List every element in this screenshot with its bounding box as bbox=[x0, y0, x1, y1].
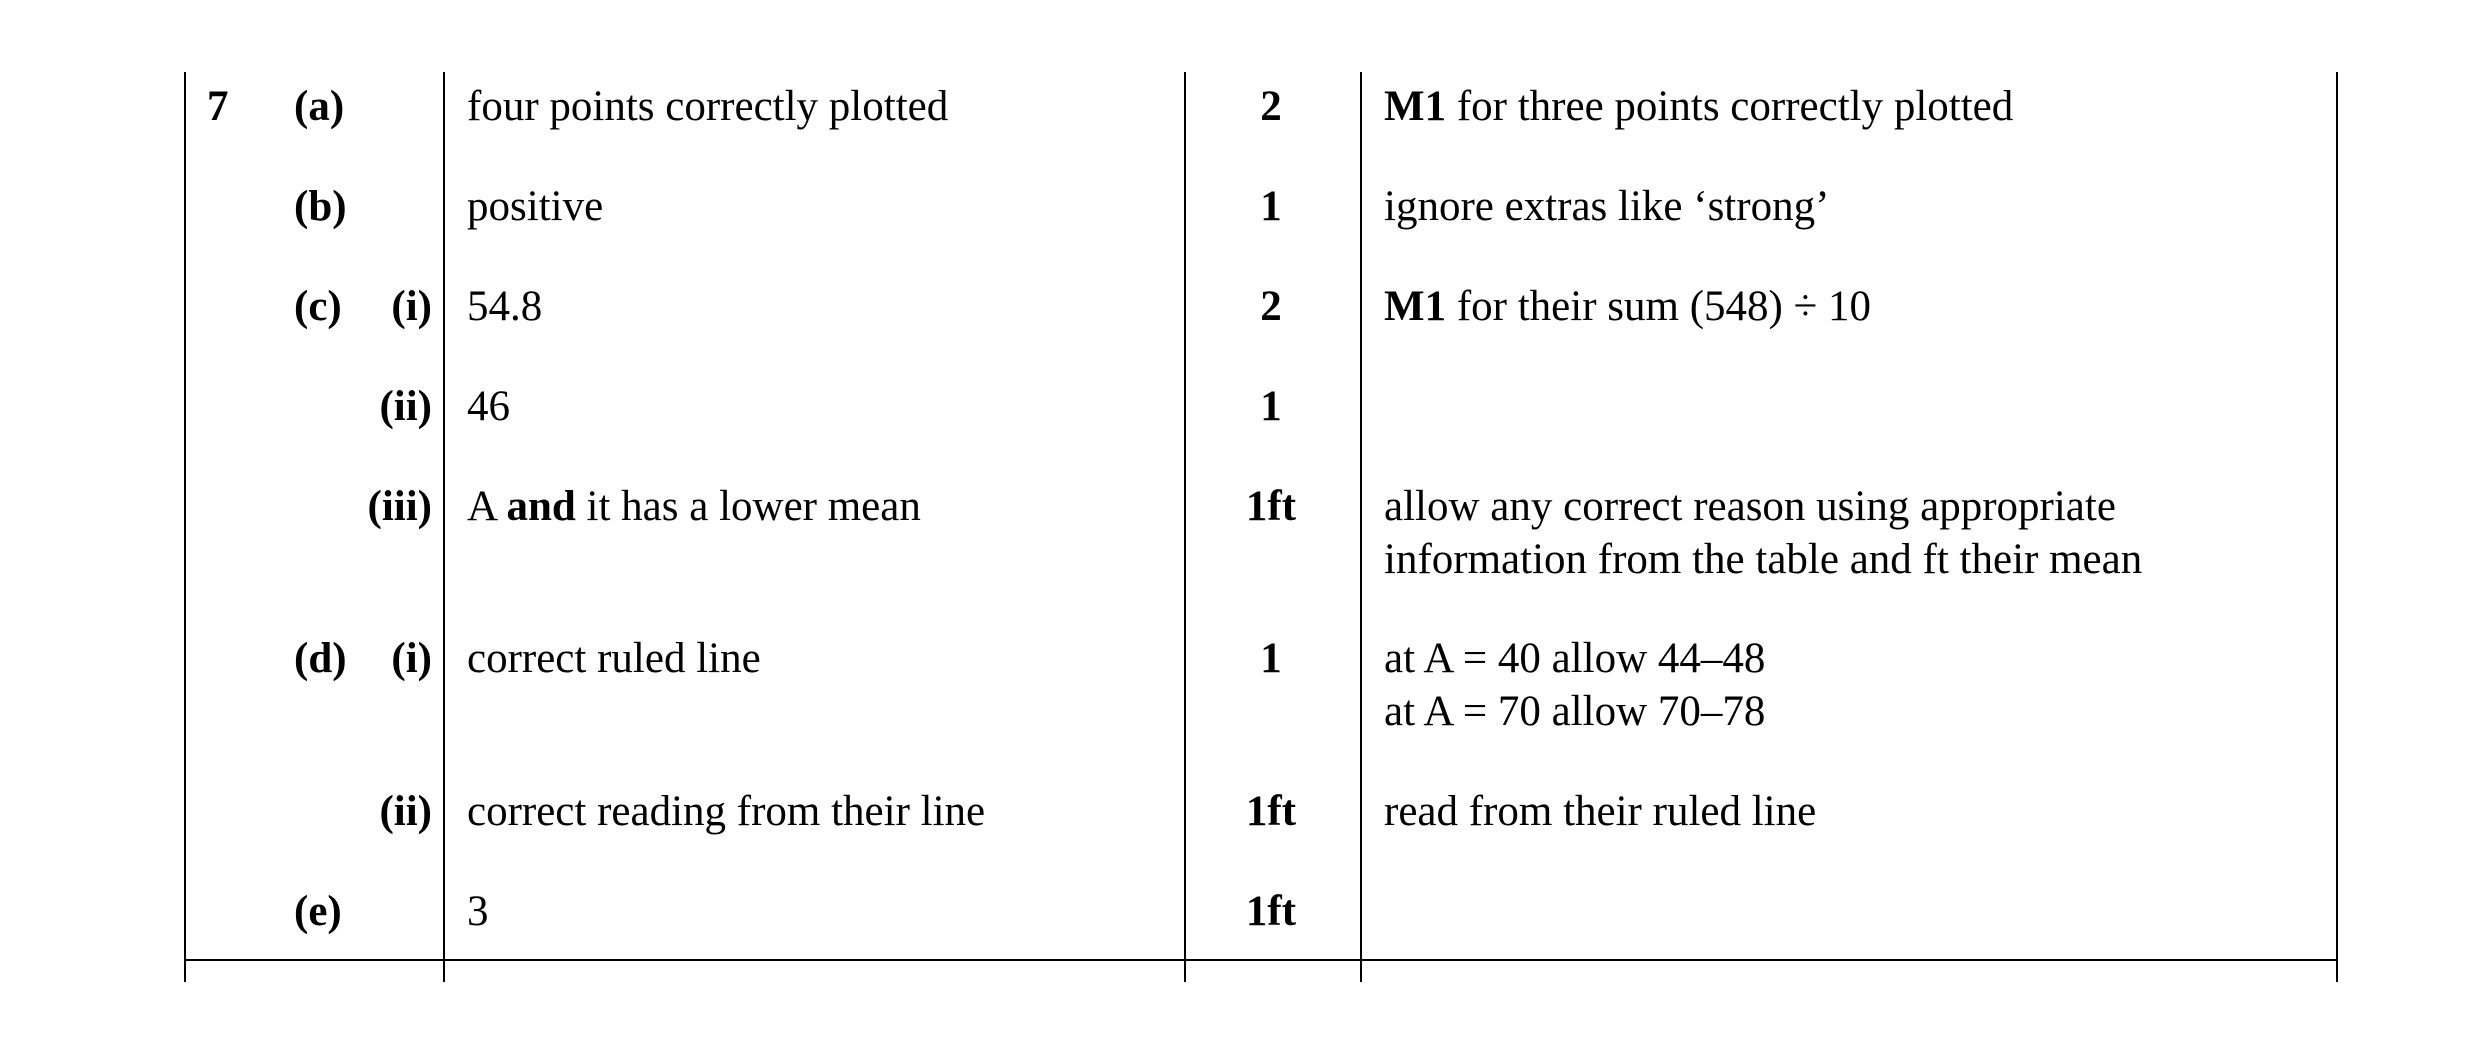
answer-text bbox=[467, 480, 921, 533]
mark-value: 1ft bbox=[1245, 788, 1297, 835]
mark-value: 1ft bbox=[1245, 483, 1297, 530]
guidance-detail: for their sum (548) ÷ 10 bbox=[1446, 283, 1871, 330]
table-bottom-border bbox=[184, 959, 2338, 961]
mark-value: 1 bbox=[1260, 635, 1282, 682]
column-divider-guidance bbox=[1360, 72, 1362, 982]
method-mark-label: M1 bbox=[1384, 283, 1447, 330]
answer-emphasis: and bbox=[506, 483, 576, 530]
mark-value: 2 bbox=[1260, 83, 1282, 130]
subpart-label: (i) bbox=[391, 635, 432, 682]
answer-text: 46 bbox=[467, 383, 510, 430]
part-label: (a) bbox=[294, 83, 345, 130]
guidance-text bbox=[1384, 80, 2013, 133]
part-label: (c) bbox=[294, 283, 342, 330]
subpart-label: (ii) bbox=[379, 788, 432, 835]
table-left-border bbox=[184, 72, 186, 982]
guidance-line: information from the table and ft their mean bbox=[1384, 536, 2143, 583]
guidance-text bbox=[1384, 480, 2142, 586]
answer-suffix: it has a lower mean bbox=[575, 483, 921, 530]
guidance-text bbox=[1384, 632, 1765, 738]
answer-text: correct ruled line bbox=[467, 635, 761, 682]
method-mark-label: M1 bbox=[1384, 83, 1447, 130]
mark-value: 1 bbox=[1260, 383, 1282, 430]
guidance-line: at A = 70 allow 70–78 bbox=[1384, 688, 1766, 735]
table-right-border bbox=[2336, 72, 2338, 982]
part-label: (e) bbox=[294, 888, 342, 935]
guidance-text bbox=[1384, 280, 1871, 333]
answer-prefix: A bbox=[467, 483, 507, 530]
question-number: 7 bbox=[207, 83, 229, 130]
guidance-detail: for three points correctly plotted bbox=[1446, 83, 2014, 130]
mark-value: 1ft bbox=[1245, 888, 1297, 935]
subpart-label: (iii) bbox=[367, 483, 432, 530]
mark-value: 2 bbox=[1260, 283, 1282, 330]
subpart-label: (i) bbox=[391, 283, 432, 330]
subpart-label: (ii) bbox=[379, 383, 432, 430]
column-divider-answer bbox=[443, 72, 445, 982]
part-label: (b) bbox=[294, 183, 347, 230]
answer-text: 54.8 bbox=[467, 283, 543, 330]
guidance-line: allow any correct reason using appropriate bbox=[1384, 483, 2116, 530]
guidance-text: read from their ruled line bbox=[1384, 788, 1817, 835]
answer-text: 3 bbox=[467, 888, 489, 935]
guidance-line: at A = 40 allow 44–48 bbox=[1384, 635, 1766, 682]
answer-text: correct reading from their line bbox=[467, 788, 986, 835]
answer-text: four points correctly plotted bbox=[467, 83, 949, 130]
mark-value: 1 bbox=[1260, 183, 1282, 230]
part-label: (d) bbox=[294, 635, 347, 682]
guidance-text: ignore extras like ‘strong’ bbox=[1384, 183, 1830, 230]
answer-text: positive bbox=[467, 183, 604, 230]
